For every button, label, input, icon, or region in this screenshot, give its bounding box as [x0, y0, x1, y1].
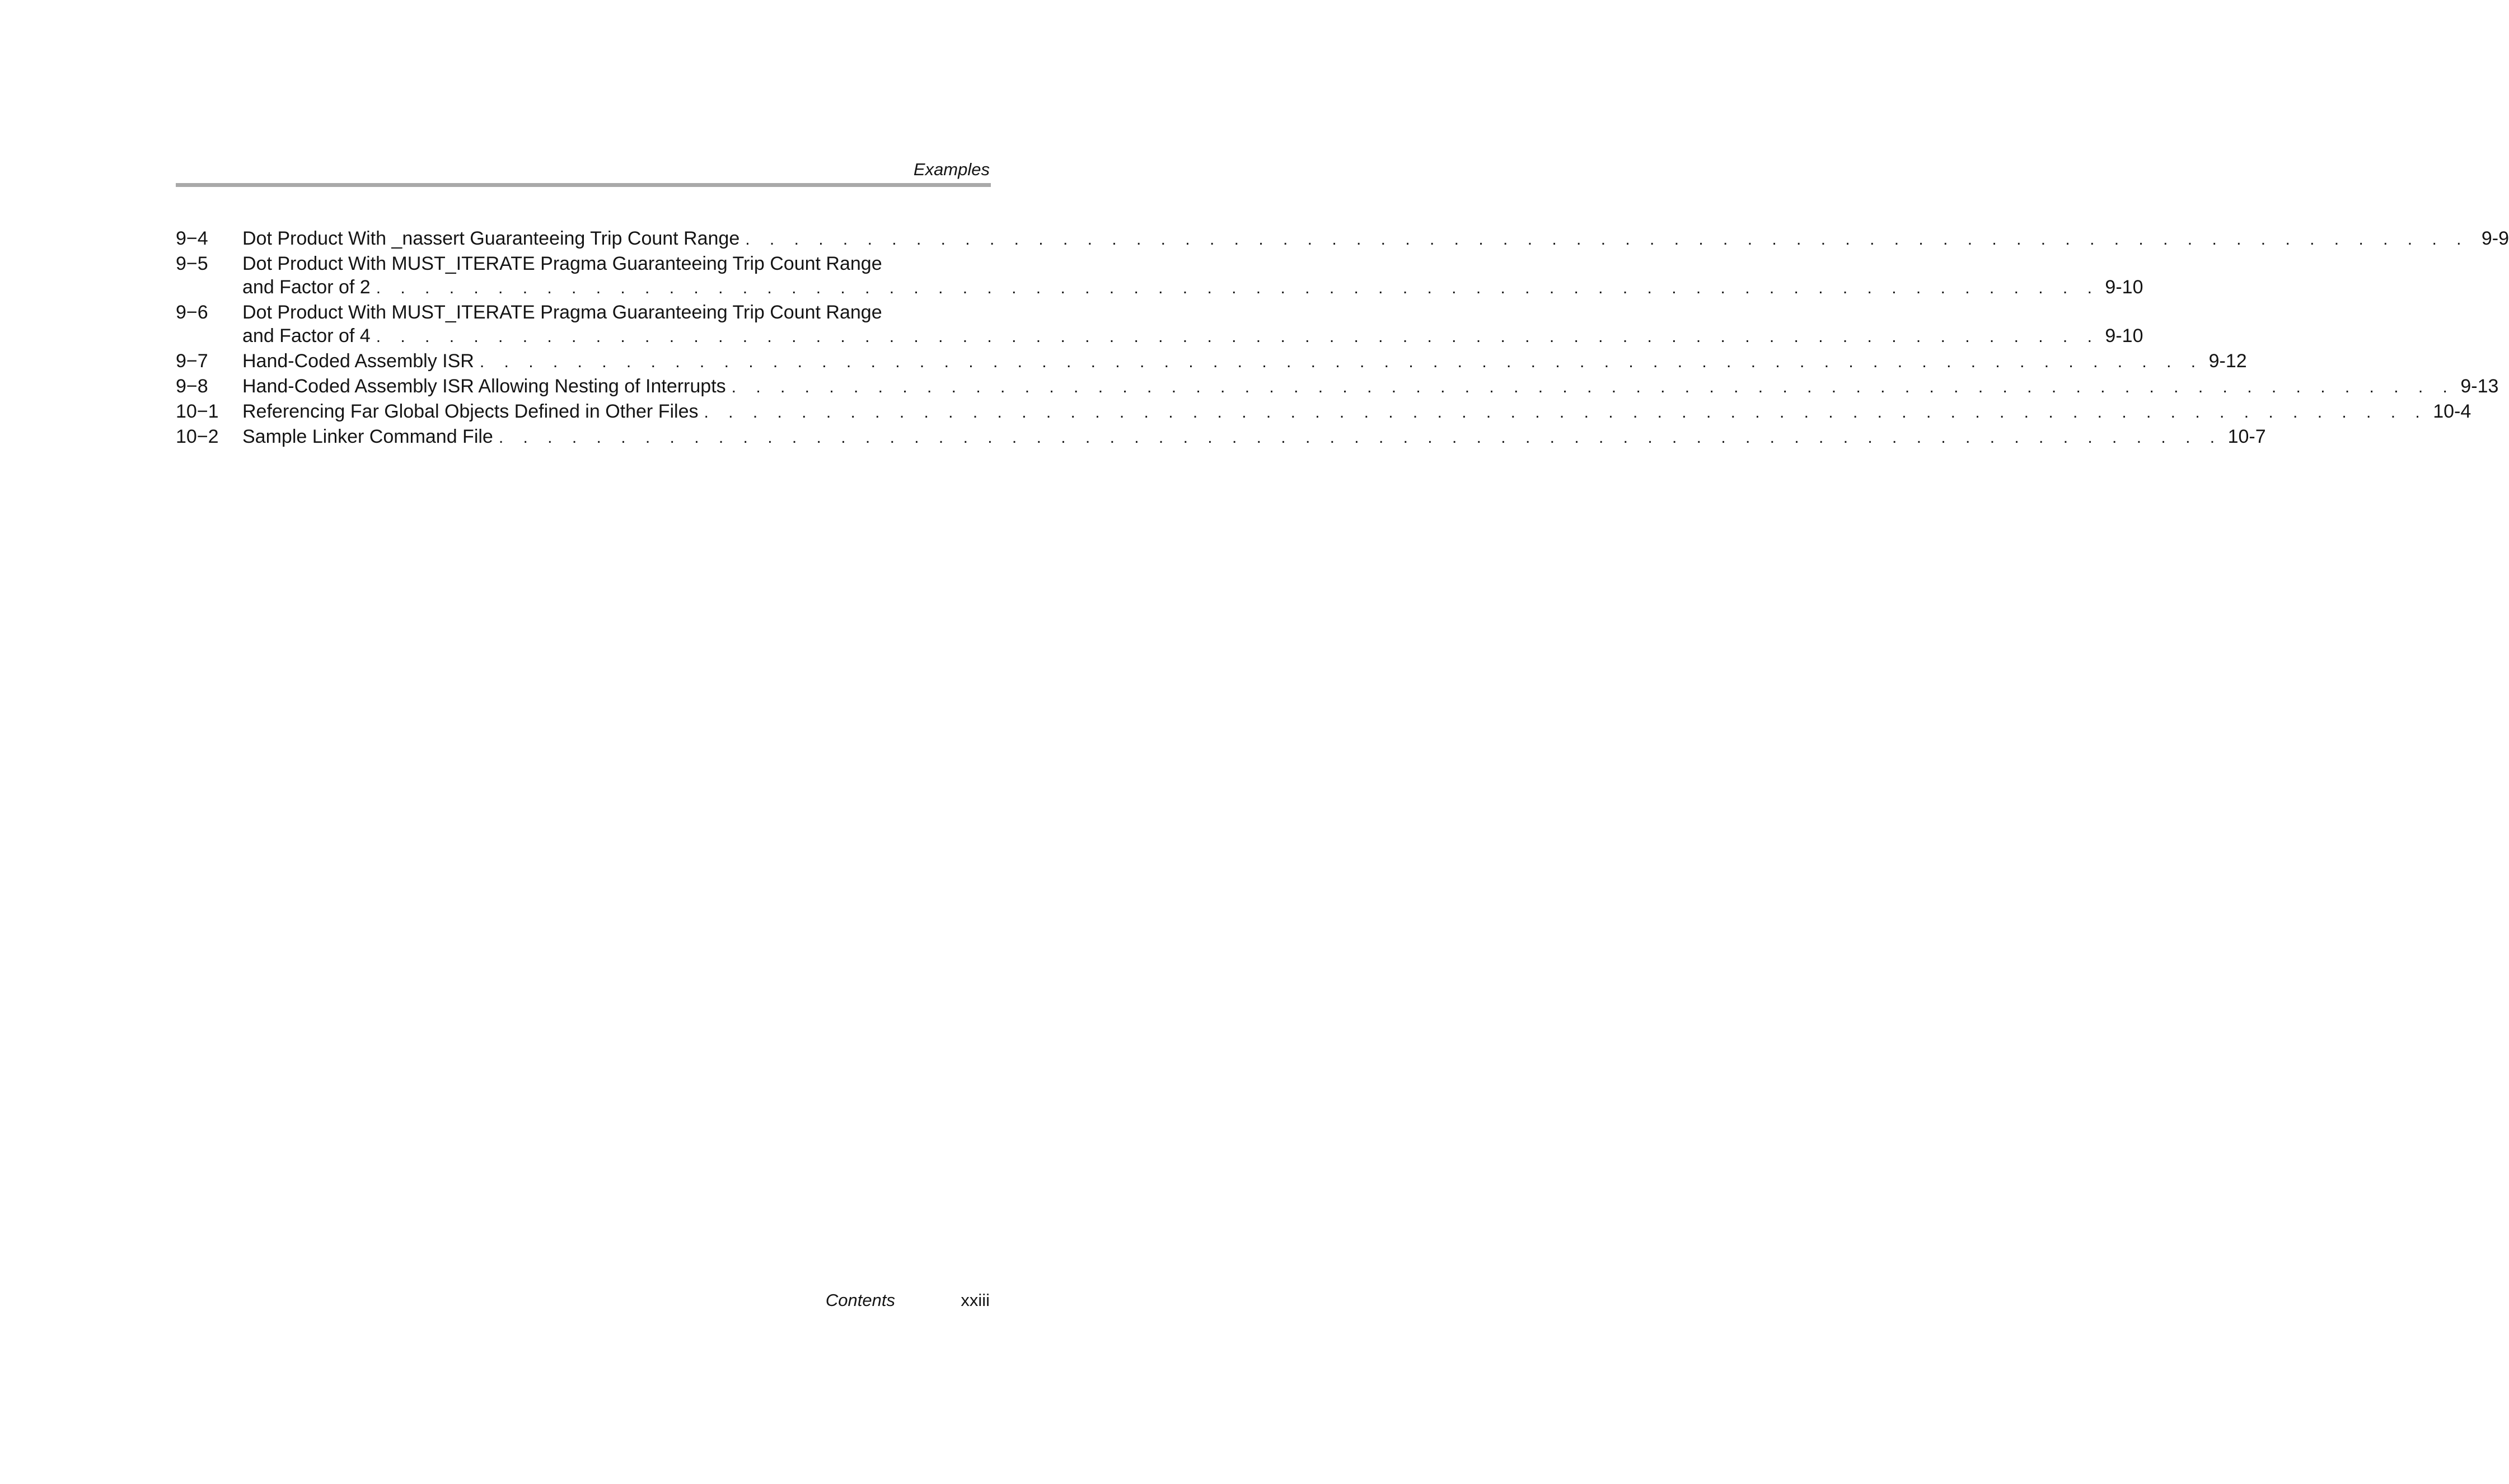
example-number: 9−8 [176, 376, 208, 397]
example-number: 10−2 [176, 426, 219, 447]
example-title-line: Dot Product With MUST_ITERATE Pragma Guaranteeing Trip Count Range [242, 253, 882, 274]
list-item[interactable] [176, 301, 2143, 349]
example-page: 9-12 [2208, 350, 2247, 372]
list-item[interactable] [176, 374, 2499, 399]
list-item[interactable] [176, 400, 2471, 424]
examples-list [176, 227, 2509, 450]
example-number: 9−7 [176, 350, 208, 372]
running-head: Examples [913, 160, 990, 179]
example-title: Hand-Coded Assembly ISR [242, 350, 474, 372]
example-title: Hand-Coded Assembly ISR Allowing Nesting of Interrupts [242, 376, 726, 397]
example-page: 10-7 [2227, 426, 2266, 447]
example-title: Dot Product With _nassert Guaranteeing Trip Count Range [242, 228, 740, 249]
example-page: 9-9 [2481, 228, 2509, 249]
dot-leader: . . . . . . . . . . . . . . . . . . . . . . . . . . . . . . . . . . . . . . . . . . . . . . . . . . . . . . . . . . . . . . . . . . . . . . . [376, 279, 2100, 297]
example-page: 9-13 [2460, 376, 2499, 397]
example-number: 9−5 [176, 253, 208, 274]
example-number: 9−6 [176, 302, 208, 323]
example-title: and Factor of 4 [242, 325, 371, 347]
example-page: 9-10 [2105, 325, 2143, 347]
example-title-line: Dot Product With MUST_ITERATE Pragma Guaranteeing Trip Count Range [242, 302, 882, 323]
dot-leader: . . . . . . . . . . . . . . . . . . . . . . . . . . . . . . . . . . . . . . . . . . . . . . . . . . . . . . . . . . . . . . . . . . . . . . . [731, 378, 2455, 396]
example-title: Sample Linker Command File [242, 426, 493, 447]
dot-leader: . . . . . . . . . . . . . . . . . . . . . . . . . . . . . . . . . . . . . . . . . . . . . . . . . . . . . . . . . . . . . . . . . . . . . . . [376, 327, 2100, 346]
list-item[interactable] [176, 252, 2143, 300]
dot-leader: . . . . . . . . . . . . . . . . . . . . . . . . . . . . . . . . . . . . . . . . . . . . . . . . . . . . . . . . . . . . . . . . . . . . . . . [745, 230, 2469, 249]
example-title: and Factor of 2 [242, 277, 371, 298]
list-item[interactable] [176, 227, 2509, 251]
header-rule [176, 183, 991, 187]
page-number: xxiii [961, 1290, 990, 1310]
dot-leader: . . . . . . . . . . . . . . . . . . . . . . . . . . . . . . . . . . . . . . . . . . . . . . . . . . . . . . . . . . . . . . . . . . . . . . . [704, 403, 2428, 422]
list-item[interactable] [176, 425, 2266, 450]
example-page: 9-10 [2105, 277, 2143, 298]
example-number: 10−1 [176, 401, 219, 422]
footer-section-title: Contents [825, 1290, 895, 1310]
example-title: Referencing Far Global Objects Defined in Other Files [242, 401, 699, 422]
list-item[interactable] [176, 349, 2247, 374]
example-number: 9−4 [176, 228, 208, 249]
dot-leader: . . . . . . . . . . . . . . . . . . . . . . . . . . . . . . . . . . . . . . . . . . . . . . . . . . . . . . . . . . . . . . . . . . . . . . . [479, 353, 2203, 371]
example-page: 10-4 [2433, 401, 2471, 422]
dot-leader: . . . . . . . . . . . . . . . . . . . . . . . . . . . . . . . . . . . . . . . . . . . . . . . . . . . . . . . . . . . . . . . . . . . . . . . [498, 428, 2222, 447]
